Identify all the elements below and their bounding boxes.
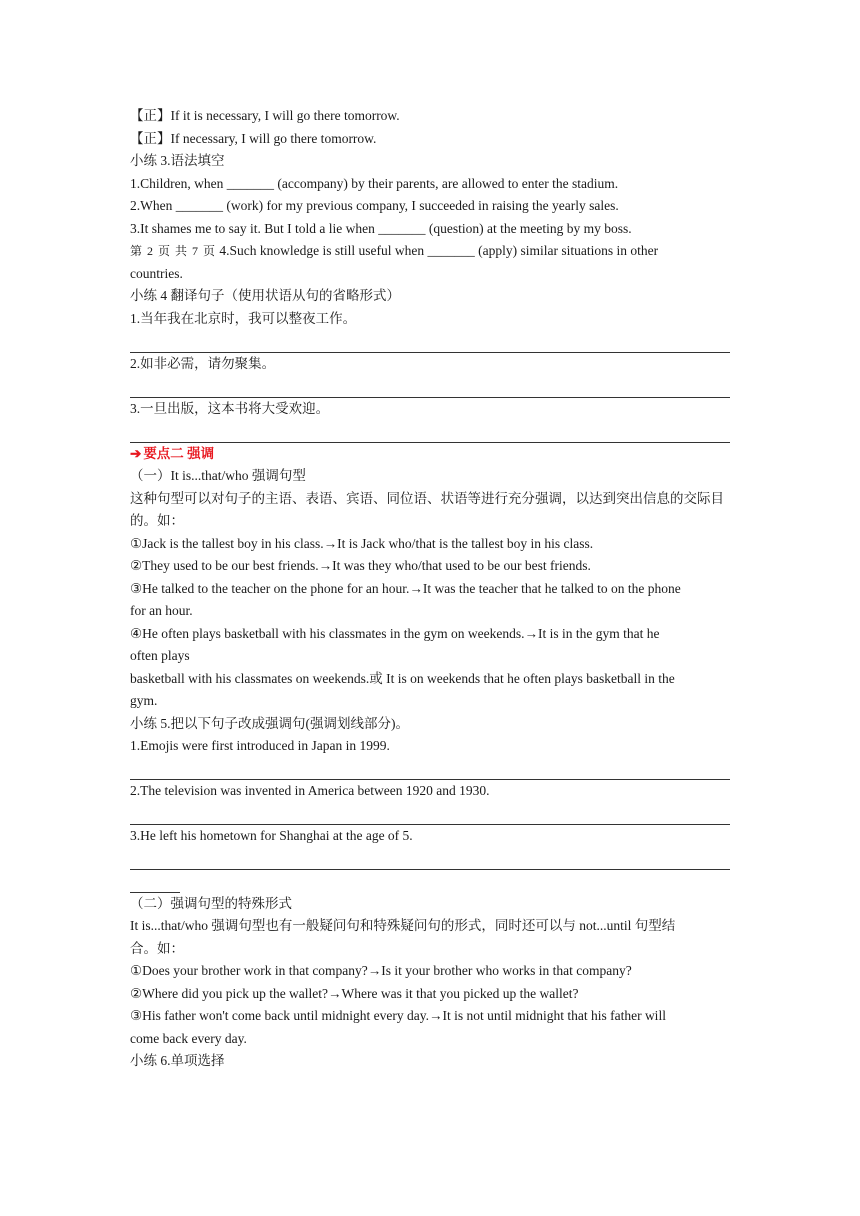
exercise-4-title: 小练 4 翻译句子（使用状语从句的省略形式） <box>130 288 400 303</box>
special-example-3: ③His father won't come back until midnight every day.→It is not until midnight that his father will <box>130 1008 666 1023</box>
exercise-4-item-2: 2.如非必需，请勿聚集。 <box>130 355 276 371</box>
document-page <box>130 105 730 1073</box>
explanation-text-cont: 的。如： <box>130 513 184 528</box>
special-example-1: ①Does your brother work in that company?→Is it your brother who works in that company? <box>130 963 632 978</box>
special-example-3-cont: come back every day. <box>130 1030 247 1046</box>
special-example-2: ②Where did you pick up the wallet?→Where was it that you picked up the wallet? <box>130 985 579 1001</box>
example-3: ③He talked to the teacher on the phone for an hour.→It was the teacher that he talked to on the phone <box>130 580 681 596</box>
explanation-text-2: It is...that/who 强调句型也有一般疑问句和特殊疑问句的形式，同时还可以与 not...until 句型结 <box>130 918 676 933</box>
answer-line[interactable] <box>130 375 730 398</box>
example-3-cont: for an hour. <box>130 603 193 618</box>
exercise-4-item-3: 3.一旦出版，这本书将大受欢迎。 <box>130 400 330 416</box>
exercise-4-item-1: 1.当年我在北京时，我可以整夜工作。 <box>130 310 357 326</box>
exercise-5-item-3: 3.He left his hometown for Shanghai at the age of 5. <box>130 828 413 843</box>
exercise-6-title: 小练 6.单项选择 <box>130 1053 225 1068</box>
correct-example-1: 【正】If it is necessary, I will go there tomorrow. <box>130 108 400 123</box>
answer-line[interactable] <box>130 803 730 826</box>
exercise-3-item-2: 2.When _______ (work) for my previous company, I succeeded in raising the yearly sales. <box>130 198 619 213</box>
example-4-cont-2: basketball with his classmates on weekends.或 It is on weekends that he often plays basketball in the <box>130 670 675 686</box>
exercise-3-item-4-cont: countries. <box>130 265 183 281</box>
arrow-right-icon: ➔ <box>130 445 142 461</box>
subsection-2-title: （二）强调句型的特殊形式 <box>130 895 292 911</box>
correct-example-2: 【正】If necessary, I will go there tomorrow. <box>130 130 377 146</box>
example-4-cont-1: often plays <box>130 648 190 663</box>
exercise-5-title: 小练 5.把以下句子改成强调句(强调划线部分)。 <box>130 715 409 731</box>
answer-line[interactable] <box>130 758 730 781</box>
answer-line[interactable] <box>130 330 730 353</box>
example-4: ④He often plays basketball with his classmates in the gym on weekends.→It is in the gym that he <box>130 625 660 641</box>
answer-line[interactable] <box>130 420 730 443</box>
explanation-text-2-cont: 合。如： <box>130 940 184 956</box>
exercise-3-item-4: 第 2 页 共 7 页 4.Such knowledge is still useful when _______ (apply) similar situations in other <box>130 243 659 258</box>
exercise-3-title: 小练 3.语法填空 <box>130 153 225 168</box>
section-heading-emphasis: ➔ 要点二 强调 <box>130 445 215 461</box>
example-4-cont-3: gym. <box>130 693 158 708</box>
subsection-1-title: （一）It is...that/who 强调句型 <box>130 468 306 483</box>
exercise-3-item-1: 1.Children, when _______ (accompany) by their parents, are allowed to enter the stadium. <box>130 175 619 191</box>
explanation-text: 这种句型可以对句子的主语、表语、宾语、同位语、状语等进行充分强调，以达到突出信息的交际目 <box>130 490 724 506</box>
example-2: ②They used to be our best friends.→It was they who/that used to be our best friends. <box>130 558 591 573</box>
page-footer: 第 2 页 共 7 页 <box>130 244 217 258</box>
answer-line[interactable] <box>130 848 730 871</box>
exercise-5-item-2: 2.The television was invented in America between 1920 and 1930. <box>130 783 490 798</box>
example-1: ①Jack is the tallest boy in his class.→It is Jack who/that is the tallest boy in his class. <box>130 535 594 551</box>
exercise-3-item-3: 3.It shames me to say it. But I told a lie when _______ (question) at the meeting by my boss. <box>130 220 632 236</box>
exercise-5-item-1: 1.Emojis were first introduced in Japan in 1999. <box>130 738 390 753</box>
answer-line-short[interactable] <box>130 870 180 893</box>
